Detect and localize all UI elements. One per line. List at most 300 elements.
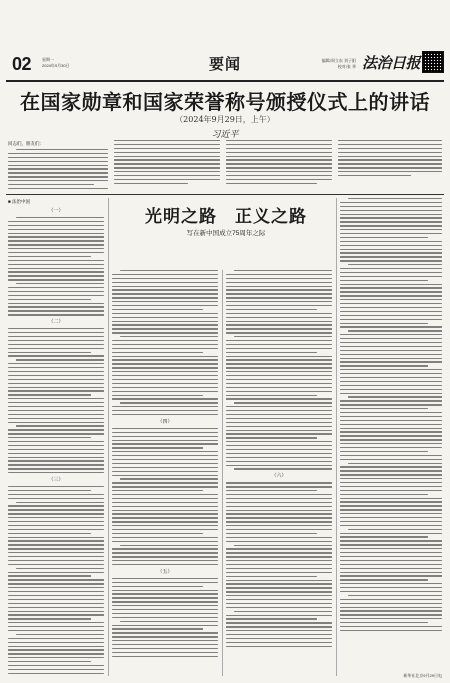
text-line — [226, 646, 332, 647]
text-line — [112, 344, 218, 345]
speech-column-1 — [8, 140, 108, 192]
text-line — [112, 648, 218, 649]
text-line — [340, 435, 442, 436]
editor-credits — [322, 58, 356, 70]
text-line — [340, 369, 442, 370]
speech-byline: 习近平 — [211, 130, 239, 140]
text-line — [8, 225, 104, 226]
text-line — [226, 317, 332, 318]
text-line — [8, 418, 104, 419]
text-line — [112, 475, 218, 476]
text-line — [8, 248, 104, 249]
text-line — [112, 556, 218, 557]
text-line — [340, 268, 442, 269]
text-line — [112, 395, 203, 396]
text-line — [340, 474, 442, 475]
feature-column-3 — [226, 270, 332, 650]
part-label: （三） — [48, 477, 64, 483]
text-line — [226, 453, 332, 454]
text-line — [112, 391, 218, 392]
text-line — [226, 580, 332, 581]
text-line — [340, 424, 442, 425]
text-line — [8, 229, 104, 230]
text-line — [112, 313, 218, 314]
text-line — [112, 289, 218, 290]
text-line — [8, 591, 104, 592]
issue-weekday: 星期一 — [42, 57, 54, 62]
text-line — [340, 287, 442, 288]
text-line — [226, 510, 332, 511]
text-line — [226, 461, 332, 462]
text-line — [8, 340, 104, 341]
text-line — [8, 410, 104, 411]
text-line — [340, 221, 442, 222]
text-line — [8, 256, 91, 257]
text-line — [340, 501, 442, 502]
text-line — [226, 367, 332, 368]
text-line — [112, 506, 218, 507]
text-line — [226, 638, 332, 639]
text-line — [226, 533, 317, 534]
text-line — [226, 521, 332, 522]
text-line — [234, 336, 332, 337]
text-line — [8, 669, 104, 670]
text-line — [8, 299, 91, 300]
text-line — [8, 449, 104, 450]
text-line — [112, 513, 218, 514]
text-line — [340, 404, 442, 405]
text-line — [226, 537, 332, 538]
text-line — [112, 640, 218, 641]
text-line — [340, 579, 428, 580]
text-line — [8, 611, 104, 612]
text-line — [340, 260, 442, 261]
text-line — [8, 375, 104, 376]
text-line — [340, 630, 442, 631]
text-line — [226, 552, 332, 553]
text-line — [226, 340, 332, 341]
column-rule — [222, 270, 223, 676]
text-line — [340, 342, 442, 343]
text-line — [8, 517, 104, 518]
text-line — [112, 601, 218, 602]
text-line — [8, 490, 91, 491]
text-line — [120, 621, 218, 622]
text-line — [340, 358, 442, 359]
text-line — [340, 498, 442, 499]
text-line — [226, 289, 332, 290]
text-line — [226, 572, 332, 573]
text-line — [8, 575, 91, 576]
text-line — [340, 575, 442, 576]
text-line — [8, 371, 104, 372]
text-line — [112, 529, 218, 530]
text-line — [340, 354, 442, 355]
text-line — [8, 560, 104, 561]
text-line — [340, 622, 428, 623]
text-line — [226, 437, 317, 438]
text-line — [340, 241, 442, 242]
text-line — [234, 545, 332, 546]
text-line — [112, 443, 218, 444]
text-line — [340, 252, 442, 253]
text-line — [340, 603, 442, 604]
text-line — [112, 305, 218, 306]
text-line — [8, 367, 104, 368]
text-line — [340, 311, 442, 312]
text-line — [112, 467, 218, 468]
text-line — [8, 445, 104, 446]
text-line — [226, 383, 332, 384]
text-line — [226, 457, 332, 458]
text-line — [340, 326, 442, 327]
text-line — [8, 472, 104, 473]
text-line — [120, 402, 218, 403]
text-line — [340, 276, 442, 277]
text-line — [340, 361, 442, 362]
text-line — [8, 422, 104, 423]
text-line — [340, 334, 442, 335]
text-line — [340, 572, 442, 573]
text-line — [340, 408, 428, 409]
text-line — [112, 578, 218, 579]
part-label: （四） — [157, 418, 173, 425]
text-line — [340, 610, 442, 611]
text-line — [8, 383, 104, 384]
text-line — [226, 595, 332, 596]
text-line — [226, 422, 332, 423]
text-line — [112, 533, 203, 534]
text-line — [8, 509, 104, 510]
text-line — [8, 244, 104, 245]
text-line — [340, 319, 442, 320]
text-line — [112, 274, 218, 275]
text-line — [226, 410, 332, 411]
text-line — [226, 433, 332, 434]
text-line — [8, 363, 104, 364]
text-line — [8, 295, 104, 296]
text-line — [8, 271, 104, 272]
part-label: （六） — [271, 473, 287, 480]
text-line — [340, 618, 442, 619]
text-line — [234, 270, 332, 271]
feature-heading — [112, 198, 340, 264]
text-line — [340, 393, 442, 394]
text-line — [226, 482, 332, 483]
text-line — [112, 636, 218, 637]
text-line — [340, 505, 442, 506]
text-line — [340, 249, 442, 250]
text-line — [112, 521, 218, 522]
text-line — [226, 286, 332, 287]
text-line — [112, 656, 218, 657]
text-line — [8, 437, 91, 438]
text-line — [340, 299, 442, 300]
text-line — [8, 529, 104, 530]
text-line — [340, 412, 442, 413]
footer-source: 新华社北京9月29日电 — [403, 673, 442, 678]
text-line — [340, 548, 442, 549]
masthead — [6, 52, 444, 82]
text-line — [340, 517, 442, 518]
text-line — [226, 560, 332, 561]
text-line — [340, 381, 442, 382]
text-line — [340, 509, 442, 510]
text-line — [340, 280, 428, 281]
text-line — [8, 355, 104, 356]
text-line — [112, 340, 218, 341]
text-line — [340, 564, 442, 565]
text-line — [112, 482, 218, 483]
text-line — [226, 564, 332, 565]
text-line — [112, 552, 218, 553]
text-line — [226, 344, 332, 345]
text-line — [8, 653, 104, 654]
text-line — [340, 478, 442, 479]
text-line — [8, 314, 104, 315]
feature-column-2 — [112, 270, 218, 660]
text-line — [112, 548, 218, 549]
text-line — [226, 359, 332, 360]
text-line — [226, 398, 332, 399]
text-line — [112, 593, 218, 594]
text-line — [8, 236, 104, 237]
text-line — [8, 649, 104, 650]
text-line — [112, 560, 218, 561]
text-line — [226, 395, 317, 396]
text-line — [112, 517, 218, 518]
text-line — [112, 597, 218, 598]
text-line — [340, 214, 442, 215]
text-line — [8, 264, 104, 265]
text-line — [340, 272, 442, 273]
text-line — [8, 486, 104, 487]
text-line — [226, 591, 332, 592]
text-line — [8, 390, 104, 391]
text-line — [226, 506, 332, 507]
text-line — [234, 402, 332, 403]
text-line — [8, 673, 104, 674]
text-line — [226, 321, 332, 322]
text-line — [226, 618, 317, 619]
text-line — [112, 317, 218, 318]
text-line — [8, 556, 104, 557]
text-line — [340, 315, 442, 316]
text-line — [340, 552, 442, 553]
text-line — [8, 328, 104, 329]
text-line — [340, 210, 442, 211]
text-line — [340, 202, 442, 203]
text-line — [112, 410, 218, 411]
text-line — [112, 383, 218, 384]
text-line — [8, 406, 104, 407]
text-line — [234, 611, 332, 612]
text-line — [226, 348, 332, 349]
text-line — [348, 198, 442, 199]
text-line — [8, 344, 104, 345]
text-line — [348, 264, 442, 265]
part-label: （二） — [48, 319, 64, 326]
text-line — [348, 595, 442, 596]
text-line — [226, 379, 332, 380]
text-line — [112, 379, 218, 380]
speech-column-3 — [226, 140, 332, 187]
text-line — [226, 375, 332, 376]
text-line — [226, 587, 332, 588]
text-line — [226, 371, 332, 372]
paper-logo: 法治日报 — [361, 54, 420, 72]
text-line — [340, 217, 442, 218]
text-line — [8, 642, 104, 643]
text-line — [112, 428, 218, 429]
text-line — [226, 607, 332, 608]
text-line — [226, 430, 332, 431]
text-line — [112, 297, 218, 298]
text-line — [112, 301, 218, 302]
text-line — [340, 350, 442, 351]
text-line — [226, 426, 332, 427]
text-line — [226, 356, 332, 357]
text-line — [120, 336, 218, 337]
text-line — [340, 470, 442, 471]
text-line — [340, 303, 442, 304]
text-line — [8, 460, 104, 461]
text-line — [340, 346, 442, 347]
text-line — [8, 607, 104, 608]
section-title: 要闻 — [208, 55, 241, 73]
text-line — [112, 605, 218, 606]
text-line — [226, 293, 332, 294]
text-line — [8, 572, 104, 573]
text-line — [8, 398, 104, 399]
text-line — [16, 502, 104, 503]
text-line — [226, 391, 332, 392]
text-line — [226, 513, 332, 514]
text-line — [112, 632, 218, 633]
text-line — [348, 463, 442, 464]
text-line — [226, 502, 332, 503]
text-line — [112, 375, 218, 376]
text-line — [8, 468, 104, 469]
text-line — [112, 328, 218, 329]
qr-code-icon — [422, 51, 444, 73]
text-line — [112, 367, 218, 368]
text-line — [8, 622, 104, 623]
text-line — [112, 613, 218, 614]
text-line — [8, 505, 104, 506]
text-line — [8, 464, 104, 465]
text-line — [226, 313, 332, 314]
text-line — [112, 463, 218, 464]
text-line — [8, 533, 91, 534]
text-line — [226, 278, 332, 279]
text-line — [340, 560, 442, 561]
text-line — [234, 468, 332, 469]
text-line — [226, 599, 332, 600]
text-line — [8, 453, 104, 454]
text-line — [112, 537, 218, 538]
text-line — [340, 513, 442, 514]
text-line — [112, 471, 218, 472]
text-line — [8, 275, 104, 276]
text-line — [8, 498, 104, 499]
text-line — [8, 595, 104, 596]
text-line — [8, 661, 91, 662]
text-line — [226, 525, 332, 526]
text-line — [340, 614, 442, 615]
text-line — [112, 321, 218, 322]
text-line — [226, 445, 332, 446]
text-line — [112, 352, 203, 353]
text-line — [8, 433, 104, 434]
text-line — [340, 338, 442, 339]
text-line — [340, 400, 442, 401]
text-line — [8, 630, 104, 631]
text-line — [226, 363, 332, 364]
text-line — [226, 309, 317, 310]
text-line — [226, 465, 332, 466]
text-line — [8, 646, 104, 647]
feature-column-4 — [340, 198, 442, 634]
text-line — [340, 607, 442, 608]
text-line — [226, 517, 332, 518]
text-line — [340, 233, 442, 234]
text-line — [112, 525, 218, 526]
text-line — [340, 389, 442, 390]
text-line — [340, 591, 442, 592]
text-line — [226, 583, 332, 584]
text-line — [340, 583, 442, 584]
text-line — [340, 626, 442, 627]
text-line — [8, 287, 104, 288]
feature-subtitle: 写在新中国成立75周年之际 — [186, 230, 266, 237]
text-line — [8, 260, 104, 261]
text-line — [226, 324, 332, 325]
text-line — [8, 394, 91, 395]
text-line — [226, 498, 332, 499]
text-line — [8, 540, 104, 541]
text-line — [8, 614, 104, 615]
text-line — [340, 459, 442, 460]
text-line — [226, 352, 317, 353]
text-line — [8, 310, 104, 311]
text-line — [112, 644, 218, 645]
text-line — [340, 237, 428, 238]
text-line — [112, 586, 203, 587]
text-line — [226, 615, 332, 616]
text-line — [8, 603, 104, 604]
text-line — [112, 293, 218, 294]
text-line — [8, 579, 104, 580]
text-line — [120, 270, 218, 271]
text-line — [112, 652, 218, 653]
text-line — [340, 428, 442, 429]
text-line — [226, 406, 332, 407]
text-line — [112, 486, 218, 487]
text-line — [112, 278, 218, 279]
text-line — [8, 221, 104, 222]
text-line — [120, 545, 218, 546]
text-line — [112, 590, 218, 591]
text-line — [8, 537, 104, 538]
text-line — [340, 245, 442, 246]
text-line — [8, 665, 104, 666]
text-line — [340, 536, 428, 537]
text-line — [340, 533, 442, 534]
text-line — [112, 324, 218, 325]
text-line — [348, 529, 442, 530]
text-line — [112, 432, 218, 433]
